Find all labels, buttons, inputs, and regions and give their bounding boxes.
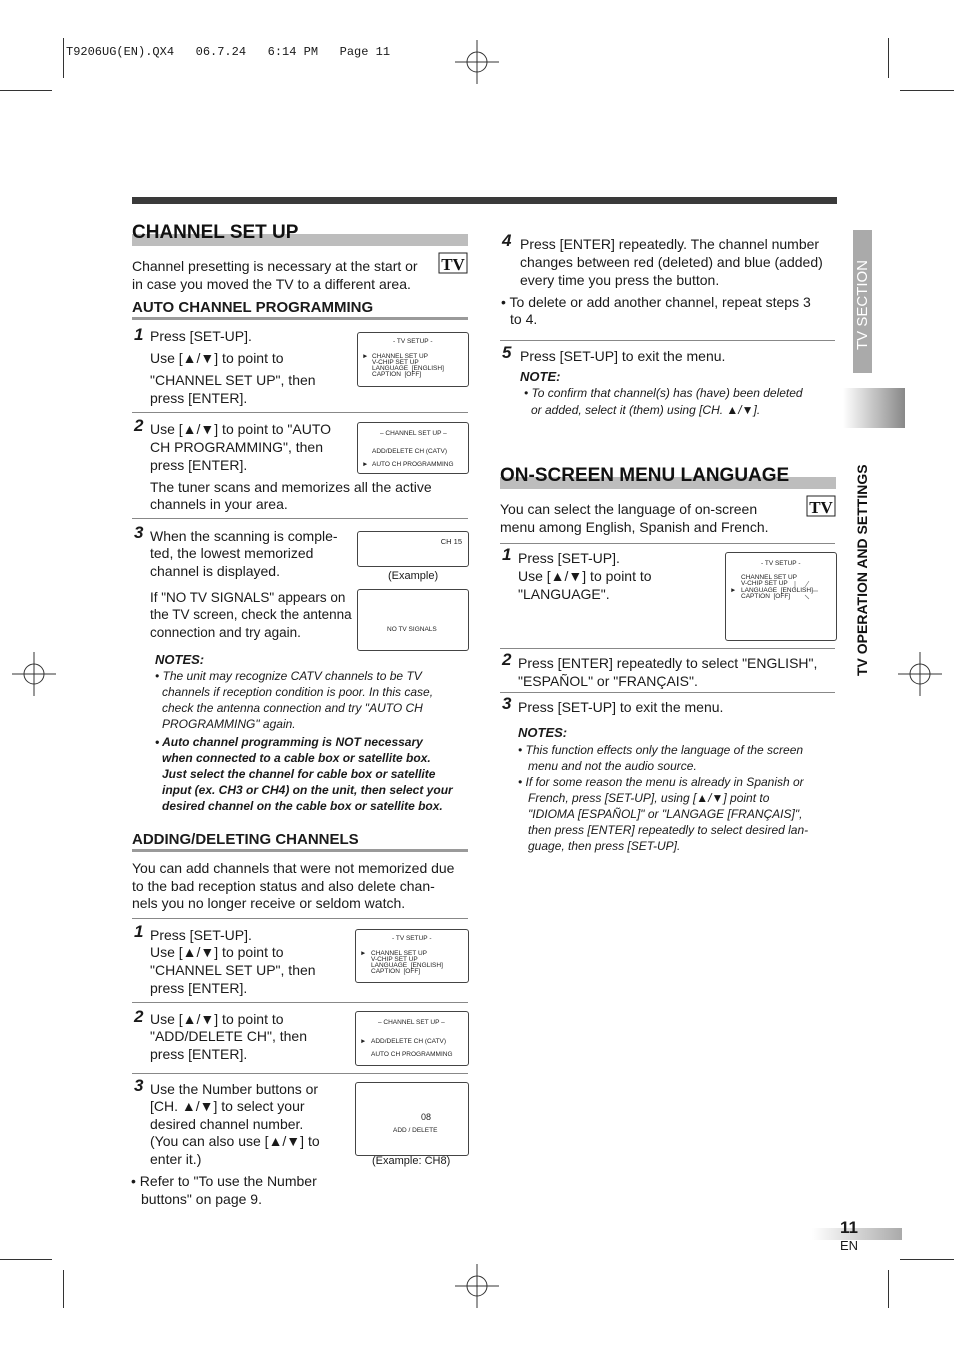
step-divider	[132, 1002, 468, 1003]
screen-cursor: ►	[730, 587, 737, 594]
note-line: then press [ENTER] repeatedly to select desired lan-	[528, 823, 809, 837]
step-number: 3	[134, 523, 144, 542]
crop-mark	[888, 1270, 889, 1308]
step-line: desired channel number.	[150, 1116, 304, 1132]
crop-mark	[900, 1259, 954, 1260]
refer-line: buttons" on page 9.	[141, 1191, 262, 1207]
step-line: every time you press the button.	[520, 272, 720, 288]
step-note: the TV screen, check the antenna	[150, 607, 352, 622]
screen-item: ADD/DELETE CH (CATV)	[372, 448, 447, 455]
step-line: press [ENTER].	[150, 980, 248, 996]
screen-item: CAPTION [OFF]	[741, 593, 791, 600]
note-line: "IDIOMA [ESPAÑOL]" or "LANGAGE [FRANÇAIS]",	[528, 807, 803, 821]
screen-title: – CHANNEL SET UP –	[378, 1019, 445, 1026]
screen-item: CHANNEL SET UP	[372, 353, 428, 360]
example-caption: (Example: CH8)	[372, 1155, 451, 1167]
step-line: Use [▲/▼] to point to	[150, 1011, 284, 1027]
step-number: 1	[134, 325, 144, 344]
crop-mark	[0, 1259, 52, 1260]
svg-text:TV: TV	[809, 498, 833, 517]
step-line: Use [▲/▼] to point to	[150, 944, 284, 960]
screen-cursor: ►	[362, 461, 369, 468]
intro-line: You can select the language of on-screen	[500, 501, 758, 517]
crop-mark	[0, 90, 52, 91]
step-line: Press [SET-UP].	[150, 328, 252, 344]
step-number: 2	[502, 650, 512, 669]
chapter-tab-label: TV OPERATION AND SETTINGS	[854, 464, 870, 676]
screen-cursor: ►	[362, 353, 369, 360]
step-line: press [ENTER].	[150, 390, 248, 406]
note-line: • The unit may recognize CATV channels to be TV	[155, 669, 422, 683]
step-number: 5	[502, 343, 512, 362]
screen-cursor: ►	[360, 1038, 367, 1045]
step-line: ted, the lowest memorized	[150, 545, 314, 561]
note-line: when connected to a cable box or satellite box.	[162, 751, 431, 765]
screen-item: LANGUAGE [ENGLISH]	[741, 587, 813, 594]
step-note: connection and try again.	[150, 625, 301, 640]
note-line: French, press [SET-UP], using [▲/▼] point to	[528, 791, 770, 805]
crop-mark	[63, 1270, 64, 1308]
screen-title: - TV SETUP -	[393, 338, 433, 345]
note-line: • Auto channel programming is NOT necessary	[155, 735, 423, 749]
step-line: When the scanning is comple-	[150, 528, 338, 544]
step-line: [CH. ▲/▼] to select your	[150, 1098, 305, 1114]
step-line: "ESPAÑOL" or "FRANÇAIS".	[518, 673, 698, 689]
tv-screen-add-delete	[355, 1082, 469, 1156]
step-divider	[132, 412, 468, 413]
screen-item: LANGUAGE [ENGLISH]	[371, 962, 443, 969]
note-line: channels if reception condition is poor. In this case,	[162, 685, 434, 699]
screen-item: CHANNEL SET UP	[741, 574, 797, 581]
step-number: 2	[134, 416, 144, 435]
top-bar	[132, 197, 837, 204]
section-title: CHANNEL SET UP	[132, 222, 299, 243]
step-line: Press [SET-UP].	[518, 550, 620, 566]
step-number: 4	[502, 231, 512, 250]
tv-screen-language	[725, 552, 837, 641]
screen-channel: CH 15	[440, 537, 462, 546]
tv-screen-no-signal	[357, 589, 469, 651]
chapter-tab	[843, 388, 905, 428]
subsection-title: ADDING/DELETING CHANNELS	[132, 831, 359, 848]
step-line: Press [ENTER] repeatedly. The channel number	[520, 236, 820, 252]
subsection-rule	[132, 849, 468, 852]
registration-mark	[12, 652, 56, 696]
step-line: (You can also use [▲/▼] to	[150, 1133, 320, 1149]
crop-mark	[63, 38, 64, 78]
step-line: CH PROGRAMMING", then	[150, 439, 323, 455]
tv-logo-icon	[806, 494, 836, 518]
page-number: 11	[840, 1218, 858, 1237]
step-line: Use [▲/▼] to point to "AUTO	[150, 421, 332, 437]
registration-mark	[455, 1264, 499, 1308]
note-line: desired channel on the cable box or satellite box.	[162, 799, 443, 813]
intro-line: You can add channels that were not memorized due	[132, 860, 455, 876]
crop-mark	[900, 90, 954, 91]
example-caption: (Example)	[388, 570, 439, 582]
note-line: Just select the channel for cable box or satellite	[162, 767, 436, 781]
tv-screen-channel-setup	[355, 1011, 469, 1066]
tv-logo-icon	[438, 251, 468, 275]
step-divider	[500, 692, 835, 693]
subsection-title: AUTO CHANNEL PROGRAMMING	[132, 299, 374, 316]
refer-line: • Refer to "To use the Number	[131, 1173, 317, 1189]
step-number: 3	[134, 1076, 144, 1095]
registration-mark	[455, 40, 499, 84]
step-line: press [ENTER].	[150, 457, 248, 473]
section-title: ON-SCREEN MENU LANGUAGE	[500, 465, 790, 486]
step-number: 1	[502, 545, 512, 564]
screen-label: ADD / DELETE	[393, 1127, 438, 1134]
tv-screen-channel-setup	[357, 422, 469, 474]
note-line: or added, select it (them) using [CH. ▲/▼].	[531, 403, 761, 417]
step-line: "ADD/DELETE CH", then	[150, 1028, 307, 1044]
step-line: "CHANNEL SET UP", then	[150, 372, 316, 388]
step-divider	[132, 1073, 468, 1074]
step-divider	[132, 918, 468, 919]
screen-item: CAPTION [OFF]	[372, 371, 422, 378]
intro-line: menu among English, Spanish and French.	[500, 519, 769, 535]
step-line: "CHANNEL SET UP", then	[150, 962, 316, 978]
subsection-rule	[132, 317, 468, 320]
step-line: Press [SET-UP].	[150, 927, 252, 943]
note-line: • If for some reason the menu is already in Spanish or	[518, 775, 804, 789]
bullet-line: to 4.	[510, 311, 538, 327]
screen-title: – CHANNEL SET UP –	[380, 430, 447, 437]
step-line: Use [▲/▼] to point to	[150, 350, 284, 366]
step-line: enter it.)	[150, 1151, 202, 1167]
note-line: • To confirm that channel(s) has (have) been deleted	[524, 386, 803, 400]
screen-item: CHANNEL SET UP	[371, 950, 427, 957]
screen-item: V-CHIP SET UP	[371, 956, 418, 963]
screen-item: AUTO CH PROGRAMMING	[372, 461, 454, 468]
screen-cursor: ►	[360, 950, 367, 957]
screen-item: V-CHIP SET UP	[741, 580, 788, 587]
tv-screen-ch15	[357, 531, 469, 567]
intro-line: nels you no longer receive or seldom watch.	[132, 895, 406, 911]
screen-title: - TV SETUP -	[392, 935, 432, 942]
registration-mark	[898, 652, 942, 696]
step-line: changes between red (deleted) and blue (added)	[520, 254, 823, 270]
step-line: Press [SET-UP] to exit the menu.	[520, 348, 726, 364]
step-line: Use [▲/▼] to point to	[518, 568, 652, 584]
highlight-flash-icon	[791, 577, 821, 601]
step-line: Use the Number buttons or	[150, 1081, 319, 1097]
crop-mark	[888, 38, 889, 78]
step-divider	[500, 648, 835, 649]
note-line: • This function effects only the language of the screen	[518, 743, 804, 757]
note-line: PROGRAMMING" again.	[162, 717, 296, 731]
step-paragraph: channels in your area.	[150, 496, 288, 512]
notes-title: NOTES:	[155, 652, 205, 667]
step-number: 2	[134, 1007, 144, 1026]
step-note: If "NO TV SIGNALS" appears on	[150, 590, 346, 605]
bullet-line: • To delete or add another channel, repeat steps 3	[501, 294, 811, 310]
step-number: 3	[502, 694, 512, 713]
screen-item: LANGUAGE [ENGLISH]	[372, 365, 444, 372]
section-tab-label: TV SECTION	[854, 259, 871, 350]
svg-text:TV: TV	[441, 255, 465, 274]
note-line: menu and not the audio source.	[528, 759, 697, 773]
screen-message: NO TV SIGNALS	[387, 626, 437, 633]
step-divider	[132, 518, 468, 519]
step-line: press [ENTER].	[150, 1046, 248, 1062]
tv-screen-menu	[355, 929, 469, 983]
note-line: input (ex. CH3 or CH4) on the unit, then select your	[162, 783, 453, 797]
note-line: check the antenna connection and try "AUTO CH	[162, 701, 423, 715]
intro-line: to the bad reception status and also delete chan-	[132, 878, 435, 894]
note-title: NOTE:	[520, 369, 561, 384]
step-paragraph: The tuner scans and memorizes all the active	[150, 479, 432, 495]
step-divider	[500, 340, 835, 341]
page-language: EN	[840, 1238, 859, 1253]
notes-title: NOTES:	[518, 725, 568, 740]
screen-item: AUTO CH PROGRAMMING	[371, 1051, 453, 1058]
screen-title: - TV SETUP -	[761, 560, 801, 567]
tv-screen-menu	[357, 332, 469, 387]
step-line: "LANGUAGE".	[518, 586, 610, 602]
note-line: guage, then press [SET-UP].	[528, 839, 681, 853]
intro-text: Channel presetting is necessary at the start or in case you moved the TV to a different area.	[132, 258, 418, 292]
step-line: Press [SET-UP] to exit the menu.	[518, 699, 724, 715]
step-number: 1	[134, 922, 144, 941]
screen-channel: 08	[421, 1112, 432, 1122]
header-slug: T9206UG(EN).QX4 06.7.24 6:14 PM Page 11	[66, 45, 391, 59]
step-divider	[500, 543, 835, 544]
screen-item: CAPTION [OFF]	[371, 968, 421, 975]
step-line: channel is displayed.	[150, 563, 280, 579]
step-line: Press [ENTER] repeatedly to select "ENGLISH",	[518, 655, 818, 671]
screen-item: V-CHIP SET UP	[372, 359, 419, 366]
screen-item: ADD/DELETE CH (CATV)	[371, 1038, 446, 1045]
